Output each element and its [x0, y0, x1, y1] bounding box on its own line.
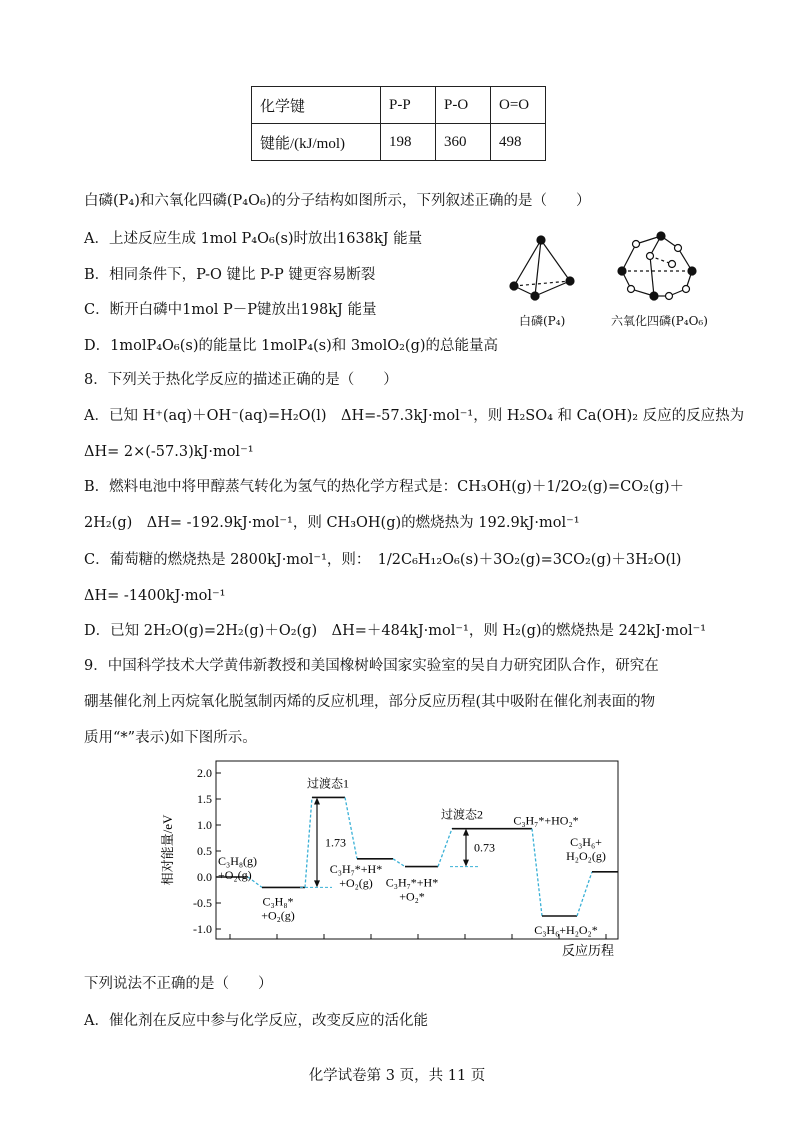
transition-connector	[393, 859, 405, 867]
transition-connector	[305, 797, 312, 887]
table-header-cell: P-O	[436, 87, 491, 124]
table-header-cell: O=O	[491, 87, 546, 124]
table-row	[252, 87, 546, 124]
y-tick-label: 0.0	[197, 870, 212, 884]
transition-connector	[345, 797, 357, 858]
transition-connector	[577, 872, 592, 916]
page-footer: 化学试卷第 3 页，共 11 页	[308, 1068, 486, 1084]
p4o6-molecule	[618, 232, 696, 300]
q7-stem: 白磷(P₄)和六氧化四磷(P₄O₆)的分子结构如图所示，下列叙述正确的是（ ）	[84, 193, 591, 209]
q8-stem: 8．下列关于热化学反应的描述正确的是（ ）	[84, 372, 398, 388]
energy-level-label: 过渡态2	[440, 807, 484, 822]
y-axis	[193, 766, 221, 936]
q8-option-b-line1: B．燃料电池中将甲醇蒸气转化为氢气的热化学方程式是：CH₃OH(g)＋1/2O₂(g)=CO₂(g)＋	[84, 479, 685, 495]
energy-level-label: C₃H₆+H₂O₂*	[534, 923, 598, 937]
q8-option-a-line1: A．已知 H⁺(aq)＋OH⁻(aq)=H₂O(l) ΔH=-57.3kJ·mol⁻¹，则 H₂SO₄ 和 Ca(OH)₂ 反应的反应热为	[84, 408, 745, 424]
q9-stem-line3: 质用“*”表示)如下图所示。	[84, 730, 257, 746]
white-phosphorus-label: 白磷(P₄)	[519, 314, 566, 328]
table-cell: 360	[436, 124, 491, 161]
y-axis-label: 相对能量/eV	[160, 814, 175, 886]
molecule-figure	[500, 226, 730, 306]
energy-level-label: C₃H₈(g) +O₂(g)	[218, 854, 258, 882]
arrow-head	[463, 829, 469, 836]
x-axis-label: 反应历程	[561, 943, 615, 958]
table-header-cell: P-P	[381, 87, 436, 124]
activation-energy-label: 0.73	[474, 840, 495, 855]
y-tick-label: -1.0	[193, 922, 212, 936]
transition-connector	[532, 829, 542, 916]
arrow-head	[314, 880, 320, 887]
energy-level-label: C₃H₇*+H* +O₂*	[385, 875, 439, 904]
bond-energy-table	[251, 86, 546, 161]
q8-option-b-line2: 2H₂(g) ΔH= -192.9kJ·mol⁻¹，则 CH₃OH(g)的燃烧热为 192.9kJ·mol⁻¹	[84, 515, 580, 531]
table-cell: 198	[381, 124, 436, 161]
energy-level-label: C₃H₆+ H₂O₂(g)	[566, 834, 606, 863]
q9-question: 下列说法不正确的是（ ）	[84, 976, 273, 992]
white-phosphorus-molecule	[510, 236, 574, 300]
p4o6-label: 六氧化四磷(P₄O₆)	[611, 314, 708, 328]
activation-energy-label: 1.73	[325, 835, 346, 850]
q9-stem-line2: 硼基催化剂上丙烷氧化脱氢制丙烯的反应机理，部分反应历程(其中吸附在催化剂表面的物	[84, 694, 656, 710]
table-cell: 498	[491, 124, 546, 161]
q7-option-a: A．上述反应生成 1mol P₄O₆(s)时放出1638kJ 能量	[84, 231, 423, 247]
arrow-head	[463, 860, 469, 867]
q7-option-d: D．1molP₄O₆(s)的能量比 1molP₄(s)和 3molO₂(g)的总能量高	[84, 338, 499, 354]
y-tick-label: 1.0	[197, 818, 212, 832]
transition-connector	[438, 829, 452, 867]
q8-option-c-line2: ΔH= -1400kJ·mol⁻¹	[84, 588, 226, 604]
y-tick-label: 1.5	[197, 792, 212, 806]
arrow-head	[314, 797, 320, 804]
q7-option-c: C．断开白磷中1mol P－P键放出198kJ 能量	[84, 302, 377, 318]
energy-profile-chart	[160, 755, 640, 965]
energy-level-label: C₃H₇*+HO₂*	[513, 813, 579, 828]
table-row-label: 键能/(kJ/mol)	[252, 124, 381, 161]
energy-levels	[216, 775, 618, 937]
q8-option-c-line1: C．葡萄糖的燃烧热是 2800kJ·mol⁻¹，则： 1/2C₆H₁₂O₆(s)＋3O₂(g)=3CO₂(g)＋3H₂O(l)	[84, 552, 682, 568]
energy-level-label: 过渡态1	[306, 776, 350, 791]
q9-option-a: A．催化剂在反应中参与化学反应，改变反应的活化能	[84, 1013, 428, 1029]
q7-option-b: B．相同条件下，P-O 键比 P-P 键更容易断裂	[84, 267, 376, 283]
y-tick-label: 2.0	[197, 766, 212, 780]
y-tick-label: -0.5	[193, 896, 212, 910]
energy-level-label: C₃H₈* +O₂(g)	[261, 894, 295, 923]
y-tick-label: 0.5	[197, 844, 212, 858]
table-row	[252, 124, 546, 161]
energy-level-label: C₃H₇*+H* +O₂(g)	[329, 861, 383, 890]
q8-option-a-line2: ΔH= 2×(-57.3)kJ·mol⁻¹	[84, 444, 254, 460]
q9-stem-line1: 9．中国科学技术大学黄伟新教授和美国橡树岭国家实验室的吴自力研究团队合作，研究在	[84, 658, 659, 674]
table-header-cell: 化学键	[252, 87, 381, 124]
q8-option-d: D．已知 2H₂O(g)=2H₂(g)＋O₂(g) ΔH=＋484kJ·mol⁻¹，则 H₂(g)的燃烧热是 242kJ·mol⁻¹	[84, 623, 707, 639]
